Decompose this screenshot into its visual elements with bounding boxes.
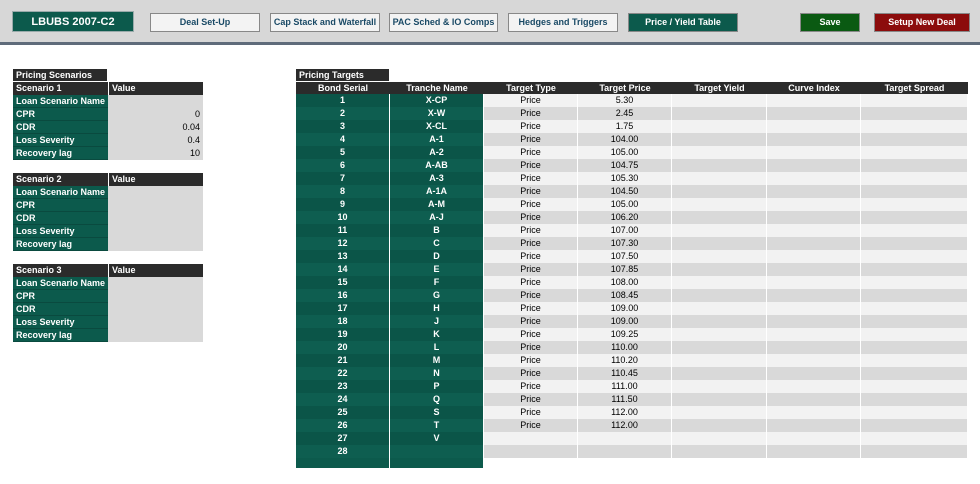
- target-type-cell[interactable]: [484, 445, 578, 458]
- target-price-cell[interactable]: 104.00: [578, 133, 672, 146]
- bond-serial-cell: 26: [296, 419, 390, 432]
- bond-serial-cell: 5: [296, 146, 390, 159]
- top-toolbar: [0, 0, 980, 45]
- target-price-cell[interactable]: 104.50: [578, 185, 672, 198]
- target-yield-cell[interactable]: [672, 276, 767, 289]
- target-spread-cell[interactable]: [861, 172, 968, 185]
- bond-serial-cell: 17: [296, 302, 390, 315]
- scenario-value-cell[interactable]: 10: [108, 147, 203, 160]
- bond-serial-cell: 15: [296, 276, 390, 289]
- target-type-cell[interactable]: Price: [484, 406, 578, 419]
- table-row: [296, 354, 968, 367]
- column-header: Target Type: [506, 83, 556, 93]
- table-row: [296, 276, 968, 289]
- target-type-cell[interactable]: Price: [484, 380, 578, 393]
- target-price-cell[interactable]: 109.00: [578, 302, 672, 315]
- target-spread-cell[interactable]: [861, 146, 968, 159]
- table-row: [296, 289, 968, 302]
- bond-serial-cell: 6: [296, 159, 390, 172]
- table-row: [296, 263, 968, 276]
- column-header: Target Price: [599, 83, 651, 93]
- target-spread-cell[interactable]: [861, 354, 968, 367]
- table-row: [296, 328, 968, 341]
- target-price-cell[interactable]: 108.00: [578, 276, 672, 289]
- scenario-label: Loan Scenario Name: [13, 95, 108, 108]
- scenario-value-cell[interactable]: [108, 186, 203, 199]
- scenario-1-table: [13, 82, 203, 160]
- scenario-label: CPR: [13, 290, 108, 303]
- curve-index-cell[interactable]: [767, 354, 861, 367]
- bond-serial-cell: 18: [296, 315, 390, 328]
- tranche-name-cell: A-AB: [390, 159, 484, 172]
- target-type-cell[interactable]: Price: [484, 302, 578, 315]
- table-row: [296, 250, 968, 263]
- column-header: Curve Index: [788, 83, 840, 93]
- target-yield-cell[interactable]: [672, 341, 767, 354]
- scenario-label: Loss Severity: [13, 225, 108, 238]
- target-type-cell[interactable]: Price: [484, 393, 578, 406]
- target-yield-cell[interactable]: [672, 302, 767, 315]
- target-price-cell[interactable]: 112.00: [578, 419, 672, 432]
- curve-index-cell[interactable]: [767, 159, 861, 172]
- deal-name-badge: LBUBS 2007-C2: [12, 11, 134, 32]
- target-type-cell[interactable]: Price: [484, 250, 578, 263]
- scenario-value-cell[interactable]: 0: [108, 108, 203, 121]
- target-type-cell[interactable]: Price: [484, 133, 578, 146]
- target-yield-cell[interactable]: [672, 146, 767, 159]
- target-yield-cell[interactable]: [672, 289, 767, 302]
- tranche-name-cell: Q: [390, 393, 484, 406]
- column-header: Bond Serial: [317, 83, 368, 93]
- target-spread-cell[interactable]: [861, 237, 968, 250]
- tranche-name-cell: X-W: [390, 107, 484, 120]
- curve-index-cell[interactable]: [767, 133, 861, 146]
- scenario-label: Recovery lag: [13, 329, 108, 342]
- target-spread-cell[interactable]: [861, 302, 968, 315]
- target-yield-cell[interactable]: [672, 94, 767, 107]
- table-row: [296, 133, 968, 146]
- target-yield-cell[interactable]: [672, 367, 767, 380]
- target-yield-cell[interactable]: [672, 107, 767, 120]
- target-yield-cell[interactable]: [672, 211, 767, 224]
- scenario-label: Loan Scenario Name: [13, 186, 108, 199]
- pac-sched-io-comps-button[interactable]: PAC Sched & IO Comps: [389, 13, 498, 32]
- target-spread-cell[interactable]: [861, 159, 968, 172]
- target-price-cell[interactable]: 110.45: [578, 367, 672, 380]
- curve-index-cell[interactable]: [767, 263, 861, 276]
- target-yield-cell[interactable]: [672, 380, 767, 393]
- curve-index-cell[interactable]: [767, 185, 861, 198]
- bond-serial-cell: 12: [296, 237, 390, 250]
- tranche-name-cell: K: [390, 328, 484, 341]
- target-type-cell[interactable]: Price: [484, 263, 578, 276]
- tranche-name-cell: A-J: [390, 211, 484, 224]
- target-type-cell[interactable]: Price: [484, 315, 578, 328]
- scenario-label: Loan Scenario Name: [13, 277, 108, 290]
- bond-serial-cell: 19: [296, 328, 390, 341]
- scenario-value-cell[interactable]: [108, 316, 203, 329]
- scenario-label: Recovery lag: [13, 238, 108, 251]
- scenario-label: CDR: [13, 303, 108, 316]
- bond-serial-cell: 20: [296, 341, 390, 354]
- tranche-name-cell: X-CP: [390, 94, 484, 107]
- target-yield-cell[interactable]: [672, 315, 767, 328]
- target-yield-cell[interactable]: [672, 393, 767, 406]
- table-row: [296, 94, 968, 107]
- target-yield-cell[interactable]: [672, 432, 767, 445]
- target-price-cell[interactable]: 105.00: [578, 146, 672, 159]
- target-yield-cell[interactable]: [672, 406, 767, 419]
- bond-serial-cell: 25: [296, 406, 390, 419]
- bond-serial-cell: 2: [296, 107, 390, 120]
- target-spread-cell[interactable]: [861, 250, 968, 263]
- save-button[interactable]: Save: [800, 13, 860, 32]
- scenario-value-cell[interactable]: 0.04: [108, 121, 203, 134]
- target-price-cell[interactable]: 112.00: [578, 406, 672, 419]
- scenario-label: CPR: [13, 108, 108, 121]
- tranche-name-cell: A-1A: [390, 185, 484, 198]
- table-row: [296, 380, 968, 393]
- target-yield-cell[interactable]: [672, 172, 767, 185]
- table-row: [296, 146, 968, 159]
- target-yield-cell[interactable]: [672, 120, 767, 133]
- tranche-name-cell: X-CL: [390, 120, 484, 133]
- scenario-value-cell[interactable]: [108, 238, 203, 251]
- tranche-name-cell: [390, 445, 484, 458]
- target-yield-cell[interactable]: [672, 263, 767, 276]
- tranche-name-cell: M: [390, 354, 484, 367]
- curve-index-cell[interactable]: [767, 302, 861, 315]
- tranche-name-cell: V: [390, 432, 484, 445]
- bond-serial-cell: 28: [296, 445, 390, 458]
- curve-index-cell[interactable]: [767, 224, 861, 237]
- target-type-cell[interactable]: Price: [484, 354, 578, 367]
- scenario-name: Scenario 3: [16, 265, 62, 275]
- target-price-cell[interactable]: 110.20: [578, 354, 672, 367]
- target-spread-cell[interactable]: [861, 432, 968, 445]
- target-spread-cell[interactable]: [861, 133, 968, 146]
- bond-serial-cell: 10: [296, 211, 390, 224]
- scenario-value-cell[interactable]: [108, 199, 203, 212]
- curve-index-cell[interactable]: [767, 406, 861, 419]
- pricing-targets-title: Pricing Targets: [296, 69, 389, 81]
- scenario-label: CPR: [13, 199, 108, 212]
- tranche-name-cell: A-2: [390, 146, 484, 159]
- target-type-cell[interactable]: Price: [484, 198, 578, 211]
- target-type-cell[interactable]: Price: [484, 237, 578, 250]
- table-row: [296, 185, 968, 198]
- curve-index-cell[interactable]: [767, 107, 861, 120]
- tranche-name-cell: F: [390, 276, 484, 289]
- column-header: Target Yield: [694, 83, 745, 93]
- scenario-2-table: [13, 173, 203, 251]
- target-spread-cell[interactable]: [861, 289, 968, 302]
- target-spread-cell[interactable]: [861, 328, 968, 341]
- target-price-cell[interactable]: 109.25: [578, 328, 672, 341]
- target-price-cell[interactable]: 107.85: [578, 263, 672, 276]
- target-spread-cell[interactable]: [861, 107, 968, 120]
- column-header: Target Spread: [884, 83, 945, 93]
- curve-index-cell[interactable]: [767, 328, 861, 341]
- curve-index-cell[interactable]: [767, 432, 861, 445]
- hedges-triggers-button[interactable]: Hedges and Triggers: [508, 13, 618, 32]
- target-spread-cell[interactable]: [861, 406, 968, 419]
- scenario-value-cell[interactable]: [108, 290, 203, 303]
- target-spread-cell[interactable]: [861, 211, 968, 224]
- target-type-cell[interactable]: Price: [484, 94, 578, 107]
- target-spread-cell[interactable]: [861, 263, 968, 276]
- table-footer: [296, 458, 968, 468]
- tranche-name-cell: D: [390, 250, 484, 263]
- target-spread-cell[interactable]: [861, 315, 968, 328]
- target-price-cell[interactable]: 108.45: [578, 289, 672, 302]
- target-yield-cell[interactable]: [672, 328, 767, 341]
- target-type-cell[interactable]: Price: [484, 328, 578, 341]
- deal-setup-button[interactable]: Deal Set-Up: [150, 13, 260, 32]
- target-yield-cell[interactable]: [672, 224, 767, 237]
- curve-index-cell[interactable]: [767, 445, 861, 458]
- bond-serial-cell: 3: [296, 120, 390, 133]
- cap-stack-waterfall-button[interactable]: Cap Stack and Waterfall: [270, 13, 380, 32]
- table-row: [296, 224, 968, 237]
- curve-index-cell[interactable]: [767, 419, 861, 432]
- tranche-name-cell: B: [390, 224, 484, 237]
- footer-tranche-cell: [390, 458, 484, 468]
- table-row: [296, 211, 968, 224]
- scenario-label: Loss Severity: [13, 316, 108, 329]
- table-row: [296, 432, 968, 445]
- target-yield-cell[interactable]: [672, 185, 767, 198]
- tranche-name-cell: P: [390, 380, 484, 393]
- target-spread-cell[interactable]: [861, 198, 968, 211]
- target-spread-cell[interactable]: [861, 380, 968, 393]
- target-yield-cell[interactable]: [672, 159, 767, 172]
- column-header: Tranche Name: [406, 83, 468, 93]
- curve-index-cell[interactable]: [767, 172, 861, 185]
- curve-index-cell[interactable]: [767, 211, 861, 224]
- value-header: Value: [108, 173, 203, 186]
- target-spread-cell[interactable]: [861, 445, 968, 458]
- target-price-cell[interactable]: 110.00: [578, 341, 672, 354]
- target-type-cell[interactable]: [484, 432, 578, 445]
- bond-serial-cell: 23: [296, 380, 390, 393]
- target-price-cell[interactable]: [578, 445, 672, 458]
- target-spread-cell[interactable]: [861, 419, 968, 432]
- table-row: [296, 406, 968, 419]
- scenario-value-cell[interactable]: [108, 303, 203, 316]
- table-row: [296, 159, 968, 172]
- target-price-cell[interactable]: 109.00: [578, 315, 672, 328]
- bond-serial-cell: 14: [296, 263, 390, 276]
- target-price-cell[interactable]: 104.75: [578, 159, 672, 172]
- target-price-cell[interactable]: 105.30: [578, 172, 672, 185]
- bond-serial-cell: 7: [296, 172, 390, 185]
- value-header: Value: [108, 264, 203, 277]
- tranche-name-cell: E: [390, 263, 484, 276]
- target-price-cell[interactable]: 107.30: [578, 237, 672, 250]
- target-type-cell[interactable]: Price: [484, 146, 578, 159]
- setup-new-deal-button[interactable]: Setup New Deal: [874, 13, 970, 32]
- table-row: [296, 120, 968, 133]
- target-price-cell[interactable]: 111.50: [578, 393, 672, 406]
- tranche-name-cell: A-M: [390, 198, 484, 211]
- bond-serial-cell: 8: [296, 185, 390, 198]
- target-type-cell[interactable]: Price: [484, 276, 578, 289]
- curve-index-cell[interactable]: [767, 146, 861, 159]
- table-row: [296, 445, 968, 458]
- target-type-cell[interactable]: Price: [484, 211, 578, 224]
- curve-index-cell[interactable]: [767, 250, 861, 263]
- bond-serial-cell: 21: [296, 354, 390, 367]
- scenario-label: Loss Severity: [13, 134, 108, 147]
- curve-index-cell[interactable]: [767, 276, 861, 289]
- target-spread-cell[interactable]: [861, 393, 968, 406]
- target-type-cell[interactable]: Price: [484, 107, 578, 120]
- table-row: [296, 107, 968, 120]
- pricing-scenarios-title: Pricing Scenarios: [13, 69, 107, 81]
- target-type-cell[interactable]: Price: [484, 159, 578, 172]
- target-price-cell[interactable]: 105.00: [578, 198, 672, 211]
- target-spread-cell[interactable]: [861, 185, 968, 198]
- target-spread-cell[interactable]: [861, 367, 968, 380]
- curve-index-cell[interactable]: [767, 367, 861, 380]
- target-price-cell[interactable]: 111.00: [578, 380, 672, 393]
- tranche-name-cell: T: [390, 419, 484, 432]
- table-row: [296, 172, 968, 185]
- bond-serial-cell: 1: [296, 94, 390, 107]
- target-type-cell[interactable]: Price: [484, 341, 578, 354]
- tranche-name-cell: C: [390, 237, 484, 250]
- target-spread-cell[interactable]: [861, 341, 968, 354]
- target-price-cell[interactable]: 5.30: [578, 94, 672, 107]
- target-price-cell[interactable]: [578, 432, 672, 445]
- tranche-name-cell: N: [390, 367, 484, 380]
- table-row: [296, 198, 968, 211]
- target-yield-cell[interactable]: [672, 445, 767, 458]
- scenario-label: CDR: [13, 121, 108, 134]
- target-type-cell[interactable]: Price: [484, 185, 578, 198]
- scenario-value-cell[interactable]: [108, 212, 203, 225]
- target-type-cell[interactable]: Price: [484, 172, 578, 185]
- tranche-name-cell: A-1: [390, 133, 484, 146]
- tranche-name-cell: S: [390, 406, 484, 419]
- target-price-cell[interactable]: 107.50: [578, 250, 672, 263]
- target-type-cell[interactable]: Price: [484, 367, 578, 380]
- target-yield-cell[interactable]: [672, 133, 767, 146]
- bond-serial-cell: 4: [296, 133, 390, 146]
- scenario-label: Recovery lag: [13, 147, 108, 160]
- target-yield-cell[interactable]: [672, 419, 767, 432]
- bond-serial-cell: 24: [296, 393, 390, 406]
- table-row: [296, 341, 968, 354]
- tranche-name-cell: G: [390, 289, 484, 302]
- target-yield-cell[interactable]: [672, 354, 767, 367]
- table-row: [296, 302, 968, 315]
- curve-index-cell[interactable]: [767, 120, 861, 133]
- tranche-name-cell: L: [390, 341, 484, 354]
- curve-index-cell[interactable]: [767, 315, 861, 328]
- scenario-name: Scenario 2: [16, 174, 62, 184]
- table-header: [296, 82, 968, 94]
- target-yield-cell[interactable]: [672, 237, 767, 250]
- curve-index-cell[interactable]: [767, 380, 861, 393]
- table-row: [296, 393, 968, 406]
- target-spread-cell[interactable]: [861, 276, 968, 289]
- target-yield-cell[interactable]: [672, 198, 767, 211]
- curve-index-cell[interactable]: [767, 341, 861, 354]
- target-price-cell[interactable]: 107.00: [578, 224, 672, 237]
- pricing-targets-table: [296, 82, 968, 468]
- target-type-cell[interactable]: Price: [484, 120, 578, 133]
- target-type-cell[interactable]: Price: [484, 289, 578, 302]
- tranche-name-cell: H: [390, 302, 484, 315]
- scenario-3-table: [13, 264, 203, 342]
- table-row: [296, 419, 968, 432]
- footer-serial-cell: [296, 458, 390, 468]
- scenario-value-cell[interactable]: [108, 95, 203, 108]
- scenario-name: Scenario 1: [16, 83, 62, 93]
- table-row: [296, 315, 968, 328]
- target-price-cell[interactable]: 106.20: [578, 211, 672, 224]
- bond-serial-cell: 16: [296, 289, 390, 302]
- target-type-cell[interactable]: Price: [484, 419, 578, 432]
- curve-index-cell[interactable]: [767, 94, 861, 107]
- curve-index-cell[interactable]: [767, 198, 861, 211]
- table-row: [296, 237, 968, 250]
- tranche-name-cell: J: [390, 315, 484, 328]
- scenario-value-cell[interactable]: 0.4: [108, 134, 203, 147]
- bond-serial-cell: 22: [296, 367, 390, 380]
- target-yield-cell[interactable]: [672, 250, 767, 263]
- table-body: [296, 94, 968, 458]
- target-spread-cell[interactable]: [861, 94, 968, 107]
- scenario-value-cell[interactable]: [108, 225, 203, 238]
- target-spread-cell[interactable]: [861, 120, 968, 133]
- curve-index-cell[interactable]: [767, 393, 861, 406]
- scenario-label: CDR: [13, 212, 108, 225]
- bond-serial-cell: 11: [296, 224, 390, 237]
- target-price-cell[interactable]: 1.75: [578, 120, 672, 133]
- target-type-cell[interactable]: Price: [484, 224, 578, 237]
- curve-index-cell[interactable]: [767, 289, 861, 302]
- bond-serial-cell: 13: [296, 250, 390, 263]
- scenario-value-cell[interactable]: [108, 329, 203, 342]
- bond-serial-cell: 9: [296, 198, 390, 211]
- tranche-name-cell: A-3: [390, 172, 484, 185]
- price-yield-table-button[interactable]: Price / Yield Table: [628, 13, 738, 32]
- curve-index-cell[interactable]: [767, 237, 861, 250]
- target-price-cell[interactable]: 2.45: [578, 107, 672, 120]
- target-spread-cell[interactable]: [861, 224, 968, 237]
- scenario-value-cell[interactable]: [108, 277, 203, 290]
- value-header: Value: [108, 82, 203, 95]
- table-row: [296, 367, 968, 380]
- bond-serial-cell: 27: [296, 432, 390, 445]
